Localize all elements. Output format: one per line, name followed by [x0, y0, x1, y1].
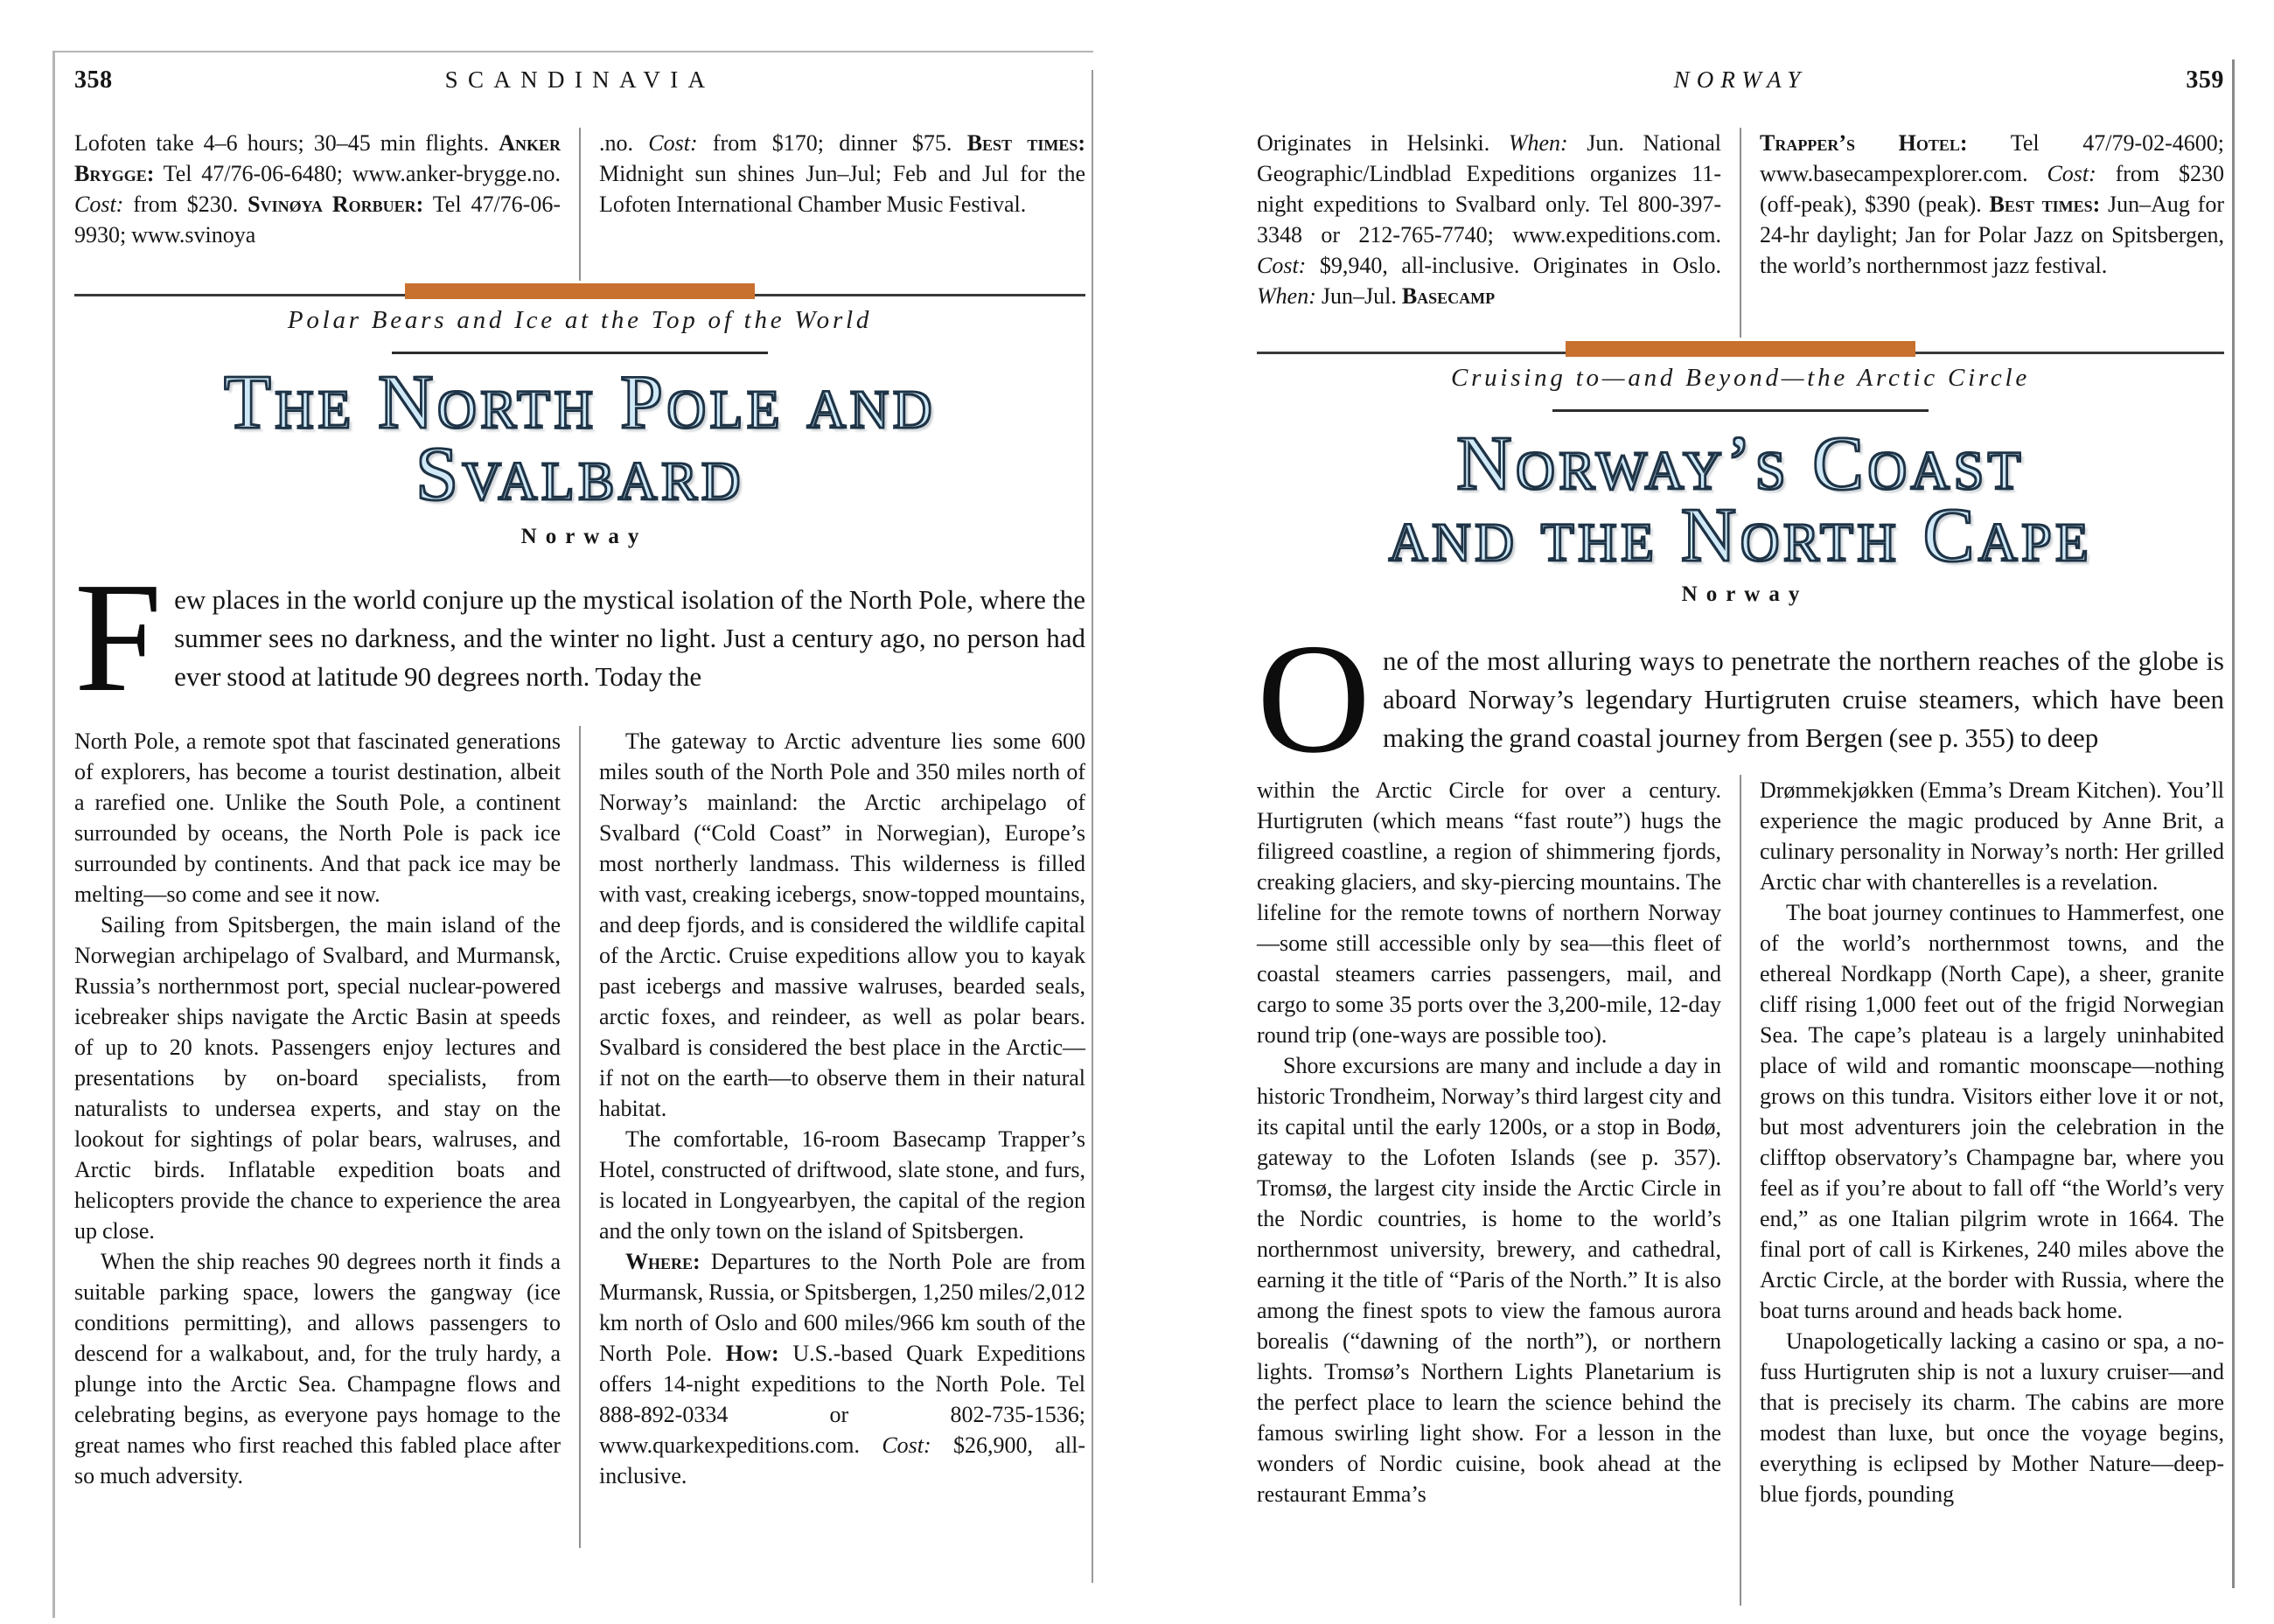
page-right [1257, 0, 2224, 1624]
column-divider-line [1740, 128, 1741, 338]
text-run: Lofoten take 4–6 hours; 30–45 min flights. [74, 130, 499, 156]
text-run: Tel 47/76-06-9930; www.svinoya [74, 192, 561, 247]
top-column-1 [74, 128, 561, 250]
text-run: The gateway to Arctic adventure lies some 600 miles south of the North Pole and 350 miles north of Norway’s mainland: the Arctic archipelago of Svalbard (“Cold Coast” in Norwegian), Europe’s most northerly landmass. This wilderness is filled with vast, creaking icebergs, snow-topped mountains, and deep fjords, and is considered the wildlife capital of the Arctic. Cruise expeditions allow you to kayak past icebergs and massive walruses, bearded seals, arctic foxes, and reindeer, as well as polar bears. Svalbard is considered the best place in the Arctic—if not on the earth—to observe them in their natural habitat. [599, 728, 1085, 1121]
smallcaps-run: Where: [625, 1249, 701, 1274]
text-run: $9,940, all-inclusive. Originates in Oslo. [1306, 253, 1721, 278]
italic-run: Cost: [648, 130, 698, 156]
italic-run: Cost: [74, 192, 124, 217]
italic-run: Cost: [882, 1432, 931, 1458]
smallcaps-run: Anker Brygge: [74, 130, 561, 186]
smallcaps-run: Basecamp [1401, 283, 1496, 309]
section-divider [1257, 341, 2224, 357]
paragraph [599, 128, 1085, 220]
text-run: Unapologetically lacking a casino or spa, a no-fuss Hurtigruten ship is not a luxury cruiser—and that is precisely its charm. The cabins are more modest than luxe, but once the voyage begins, everything is eclipsed by Mother Nature—deep-blue fjords, pounding [1760, 1328, 2224, 1507]
running-header-left [74, 66, 1085, 103]
article-title [1257, 422, 2224, 578]
left-page-right-edge-line [1092, 70, 1093, 1583]
text-run: Shore excursions are many and include a day in historic Trondheim, Norway’s third largest city and its capital until the early 1200s, or a stop in Bodø, gateway to the Lofoten Islands (see p. 357). Tromsø, the largest city inside the Arctic Circle in the Nordic countries, is home to the world’s northernmost university, brewery, and cathedral, earning it the title of “Paris of the North.” It is also among the finest spots to view the famous aurora borealis (“dawning of the north”), or northern lights. Tromsø’s Northern Lights Planetarium is the perfect place to learn the science behind the famous swirling light show. For a lesson in the wonders of Nordic cuisine, book ahead at the restaurant Emma’s [1257, 1053, 1721, 1507]
text-run: from $170; dinner $75. [697, 130, 967, 156]
text-run: Sailing from Spitsbergen, the main island of the Norwegian archipelago of Svalbard, and Murmansk, Russia’s northernmost port, special nuclear-powered icebreaker ships navigate the Arctic Basin at speeds of up to 20 knots. Passengers enjoy lectures and presentations by on-board specialists, from naturalists to undersea experts, and stay on the lookout for sightings of polar bears, walruses, and Arctic birds. Inflatable expedition boats and helicopters provide the chance to experience the area up close. [74, 912, 561, 1244]
column-divider-line [579, 726, 581, 1548]
right-page-right-edge-line [2232, 59, 2235, 1588]
article-title [74, 360, 1085, 517]
text-run: U.S.-based Quark Expeditions offers 14-night expeditions to the North Pole. Tel 888-892-0334 or 802-735-1536; www.quarkexpeditions.com. [599, 1341, 1085, 1458]
body-column-2 [599, 726, 1085, 1491]
paragraph [1257, 1050, 1721, 1509]
intro-paragraph [1257, 611, 2224, 785]
text-run: Drømmekjøkken (Emma’s Dream Kitchen). You’ll experience the magic produced by Anne Brit, a culinary personality in Norway’s north: Her grilled Arctic char with chanterelles is a revelation. [1760, 777, 2224, 895]
running-head: SCANDINAVIA [444, 66, 715, 93]
orange-accent-bar [405, 283, 755, 299]
text-run: The comfortable, 16-room Basecamp Trapper’s Hotel, constructed of driftwood, slate stone, and furs, is located in Longyearbyen, the capital of the region and the only town on the island of Spitsbergen. [599, 1126, 1085, 1244]
text-run: North Pole, a remote spot that fascinated generations of explorers, has become a tourist destination, albeit a rarefied one. Unlike the South Pole, a continent surrounded by oceans, the North Pole is pack ice surrounded by continents. And that pack ice may be melting—so come and see it now. [74, 728, 561, 907]
paragraph [599, 726, 1085, 1124]
smallcaps-run: Trapper’s Hotel: [1760, 130, 1968, 156]
paragraph [1760, 128, 2224, 281]
body-column-2 [1760, 775, 2224, 1509]
smallcaps-run: Best times: [966, 130, 1086, 156]
paragraph [74, 128, 561, 250]
smallcaps-run: Best times: [1989, 192, 2101, 217]
text-run: $26,900, all-inclusive. [599, 1432, 1085, 1488]
page-number: 359 [2186, 66, 2224, 94]
text-run: Midnight sun shines Jun–Jul; Feb and Jul for the Lofoten International Chamber Music Festival. [599, 161, 1085, 217]
paragraph [1760, 1326, 2224, 1509]
column-divider-line [579, 128, 581, 281]
text-run: Jun–Aug for 24-hr daylight; Jan for Polar Jazz on Spitsbergen, the world’s northernmost jazz festival. [1760, 192, 2224, 278]
top-column-2 [599, 128, 1085, 250]
text-run: When the ship reaches 90 degrees north it finds a suitable parking space, lowers the gangway (ice conditions permitting), and allows passengers to descend for a walkabout, and, for the truly hardy, a plunge into the Arctic Sea. Champagne flows and celebrating begins, as everyone pays homage to the great names who first reached this fabled place after so much adversity. [74, 1249, 561, 1488]
top-column-1 [1257, 128, 1721, 311]
paragraph [74, 1246, 561, 1491]
orange-accent-bar [1566, 341, 1915, 357]
title-line-2: Svalbard [415, 432, 744, 517]
paragraph [74, 726, 561, 910]
intro-text: ne of the most alluring ways to penetrate the northern reaches of the globe is aboard Norway’s legendary Hurtigruten cruise steamers, which have been making the grand coastal journey from Bergen (see p. 355) to deep [1383, 645, 2224, 753]
smallcaps-run: Svinøya Rorbuer: [248, 192, 424, 217]
section-divider [74, 283, 1085, 299]
text-run: from $230 (off-peak), $390 (peak). [1760, 161, 2224, 217]
body-column-1 [1257, 775, 1721, 1509]
title-line-1: Norway’s Coast [1456, 422, 2025, 506]
location-label: Norway [1681, 582, 1809, 606]
italic-run: When: [1508, 130, 1568, 156]
paragraph [1257, 128, 1721, 311]
running-head: NORWAY [1673, 66, 1808, 93]
article-kicker: Cruising to—and Beyond—the Arctic Circle [1450, 364, 2030, 392]
running-header-right [1257, 66, 2224, 103]
title-line-2: and the North Cape [1388, 493, 2093, 578]
text-run: Tel 47/79-02-4600; www.basecampexplorer.com. [1760, 130, 2224, 186]
text-run: The boat journey continues to Hammerfest, one of the world’s northernmost towns, and the ethereal Nordkapp (North Cape), a sheer, granite cliff rising 1,000 feet out of the frigid Norwegian Sea. The cape’s plateau is a largely uninhabited place of wild and romantic moonscape—nothing grows on this tundra. Visitors either love it or not, but most adventurers join the celebration in the clifftop observatory’s Champagne bar, where you feel as if you’re about to fall off “the World’s very end,” as one Italian pilgrim wrote in 1664. The final port of call is Kirkenes, 240 miles above the Arctic Circle, at the border with Russia, where the boat turns around and heads back home. [1760, 900, 2224, 1323]
paragraph [1257, 775, 1721, 1050]
title-line-1: The North Pole and [224, 360, 936, 445]
italic-run: Cost: [2047, 161, 2096, 186]
paragraph [599, 1124, 1085, 1246]
body-column-1 [74, 726, 561, 1491]
paragraph [74, 910, 561, 1246]
text-run: within the Arctic Circle for over a century. Hurtigruten (which means “fast route”) hugs the filigreed coastline, a region of shimmering fjords, creaking glaciers, and sky-piercing mountains. The lifeline for the remote towns of northern Norway—some still accessible only by sea—this fleet of coastal steamers carries passengers, mail, and cargo to some 35 ports over the 3,200-mile, 12-day round trip (one-ways are possible too). [1257, 777, 1721, 1048]
text-run: Tel 47/76-06-6480; www.anker-brygge.no. [154, 161, 561, 186]
text-run: Jun. National Geographic/Lindblad Expeditions organizes 11-night expeditions to Svalbard only. Tel 800-397-3348 or 212-765-7740; www.expeditions.com. [1257, 130, 1721, 247]
smallcaps-run: How: [725, 1341, 779, 1366]
italic-run: Cost: [1257, 253, 1307, 278]
kicker-rule [392, 352, 768, 354]
kicker-rule [1552, 409, 1929, 412]
paragraph [599, 1246, 1085, 1491]
paragraph [1760, 897, 2224, 1326]
intro-paragraph [74, 550, 1085, 724]
column-divider-line [1740, 775, 1741, 1606]
dropcap-letter: F [74, 550, 163, 724]
text-run: Jun–Jul. [1315, 283, 1402, 309]
article-kicker: Polar Bears and Ice at the Top of the World [287, 306, 873, 334]
page-number: 358 [74, 66, 113, 94]
text-run: from $230. [123, 192, 248, 217]
intro-text: ew places in the world conjure up the mystical isolation of the North Pole, where the summer sees no darkness, and the winter no light. Just a century ago, no person had ever stood at latitude 90 degrees north. Today the [174, 584, 1085, 692]
text-run: Departures to the North Pole are from Murmansk, Russia, or Spitsbergen, 1,250 miles/2,012 km north of Oslo and 600 miles/966 km south of the North Pole. [599, 1249, 1086, 1366]
text-run: Originates in Helsinki. [1257, 130, 1509, 156]
location-label: Norway [520, 525, 648, 548]
left-page-left-edge-line [52, 51, 55, 1618]
paragraph [1760, 775, 2224, 897]
dropcap-letter: O [1257, 611, 1371, 785]
top-column-2 [1760, 128, 2224, 311]
text-run: .no. [599, 130, 649, 156]
page-left [74, 0, 1085, 1624]
italic-run: When: [1257, 283, 1316, 309]
